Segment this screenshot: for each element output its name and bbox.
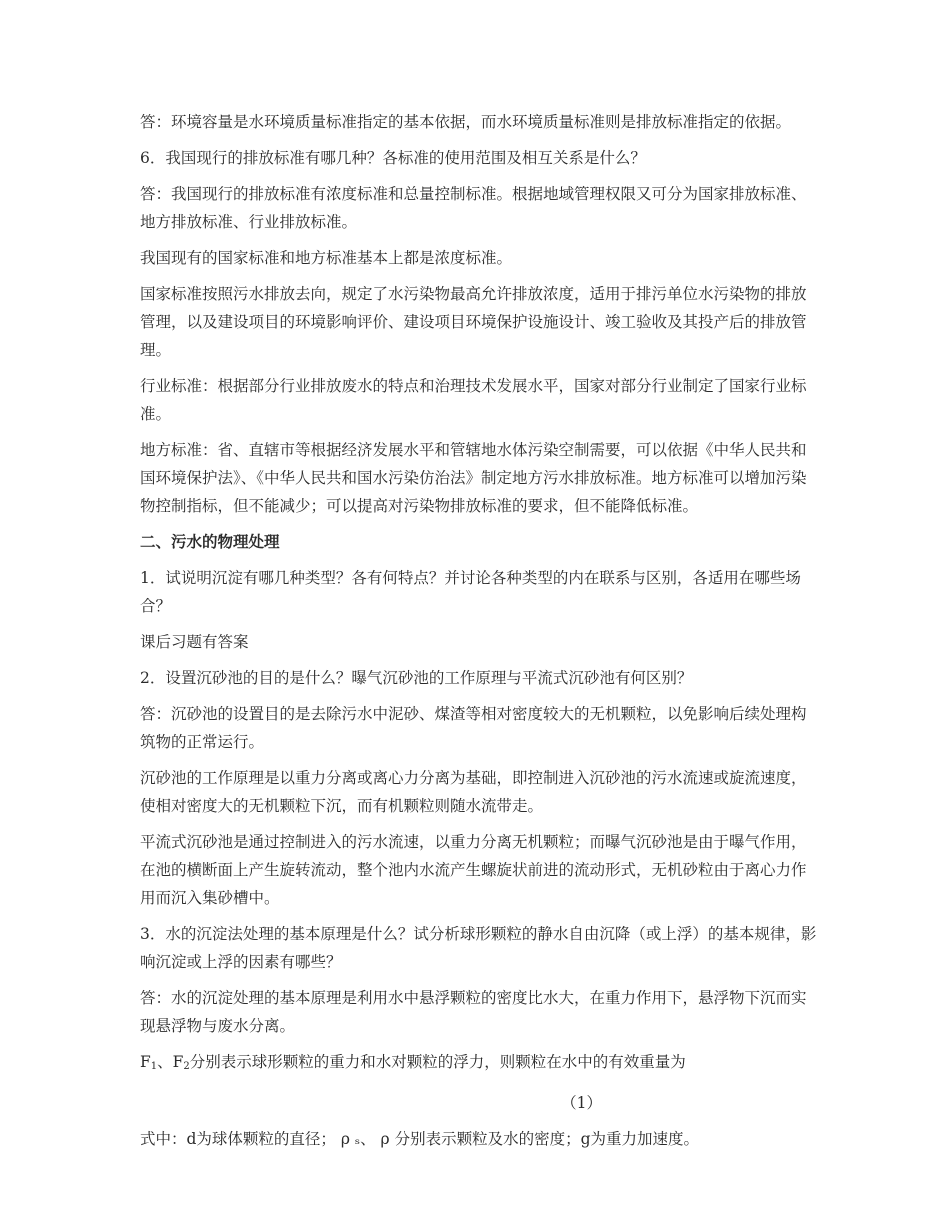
answer-2-paragraph-1: 答：沉砂池的设置目的是去除污水中泥砂、煤渣等相对密度较大的无机颗粒，以免影响后续处理构筑物的正常运行。 [140,705,807,751]
section-heading-physical-treatment: 二、污水的物理处理 [140,532,280,551]
question-3: 3．水的沉淀法处理的基本原理是什么？试分析球形颗粒的静水自由沉降（或上浮）的基本规律，影响沉淀或上浮的因素有哪些？ [140,925,817,971]
answer-6-paragraph-1: 答：我国现行的排放标准有浓度标准和总量控制标准。根据地域管理权限又可分为国家排放标准、地方排放标准、行业排放标准。 [140,185,807,231]
subscript-1: 1 [150,1061,158,1072]
document-body [140,108,820,1161]
answer-environment-capacity: 答：环境容量是水环境质量标准指定的基本依据，而水环境质量标准则是排放标准指定的依据。 [140,113,792,131]
question-1: 1．试说明沉淀有哪几种类型？各有何特点？并讨论各种类型的内在联系与区别，各适用在哪些场合？ [140,569,801,615]
subscript-2: 2 [183,1061,190,1072]
answer-3-paragraph-2-text: 分别表示球形颗粒的重力和水对颗粒的浮力，则颗粒在水中的有效重量为 [189,1053,686,1071]
answer-6-paragraph-4: 行业标准：根据部分行业排放废水的特点和治理技术发展水平，国家对部分行业制定了国家行业标准。 [140,377,807,423]
answer-3-paragraph-3: 式中：d为球体颗粒的直径； ρ ₛ、 ρ 分别表示颗粒及水的密度；g为重力加速度。 [140,1130,700,1148]
answer-3-paragraph-1: 答：水的沉淀处理的基本原理是利用水中悬浮颗粒的密度比水大，在重力作用下，悬浮物下沉而实现悬浮物与废水分离。 [140,989,807,1035]
force-symbol-f1: F [140,1053,151,1071]
force-symbol-f2: 、F [157,1053,184,1071]
answer-2-paragraph-2: 沉砂池的工作原理是以重力分离或离心力分离为基础，即控制进入沉砂池的污水流速或旋流速度，使相对密度大的无机颗粒下沉，而有机颗粒则随水流带走。 [140,769,807,815]
answer-2-paragraph-3: 平流式沉砂池是通过控制进入的污水流速，以重力分离无机颗粒；而曝气沉砂池是由于曝气作用，在池的横断面上产生旋转流动，整个池内水流产生螺旋状前进的流动形式，无机砂粒由于离心力作用而沉入集砂槽中。 [140,833,807,907]
question-6: 6．我国现行的排放标准有哪几种？各标准的使用范围及相互关系是什么？ [140,149,646,167]
question-2: 2．设置沉砂池的目的是什么？曝气沉砂池的工作原理与平流式沉砂池有何区别？ [140,669,693,687]
answer-6-paragraph-2: 我国现有的国家标准和地方标准基本上都是浓度标准。 [140,249,513,267]
answer-6-paragraph-5: 地方标准：省、直辖市等根据经济发展水平和管辖地水体污染空制需要，可以依据《中华人民共和国环境保护法》、《中华人民共和国水污染仿治法》制定地方污水排放标准。地方标准可以增加污染物控制指标，但不能减少；可以提高对污染物排放标准的要求，但不能降低标准。 [140,441,807,515]
answer-6-paragraph-3: 国家标准按照污水排放去向，规定了水污染物最高允许排放浓度，适用于排污单位水污染物的排放管理，以及建设项目的环境影响评价、建设项目环境保护设施设计、竣工验收及其投产后的排放管理。 [140,285,807,359]
answer-3-paragraph-2 [140,1048,820,1081]
answer-1-note: 课后习题有答案 [140,633,249,651]
equation-number-1: （1） [561,1094,602,1112]
